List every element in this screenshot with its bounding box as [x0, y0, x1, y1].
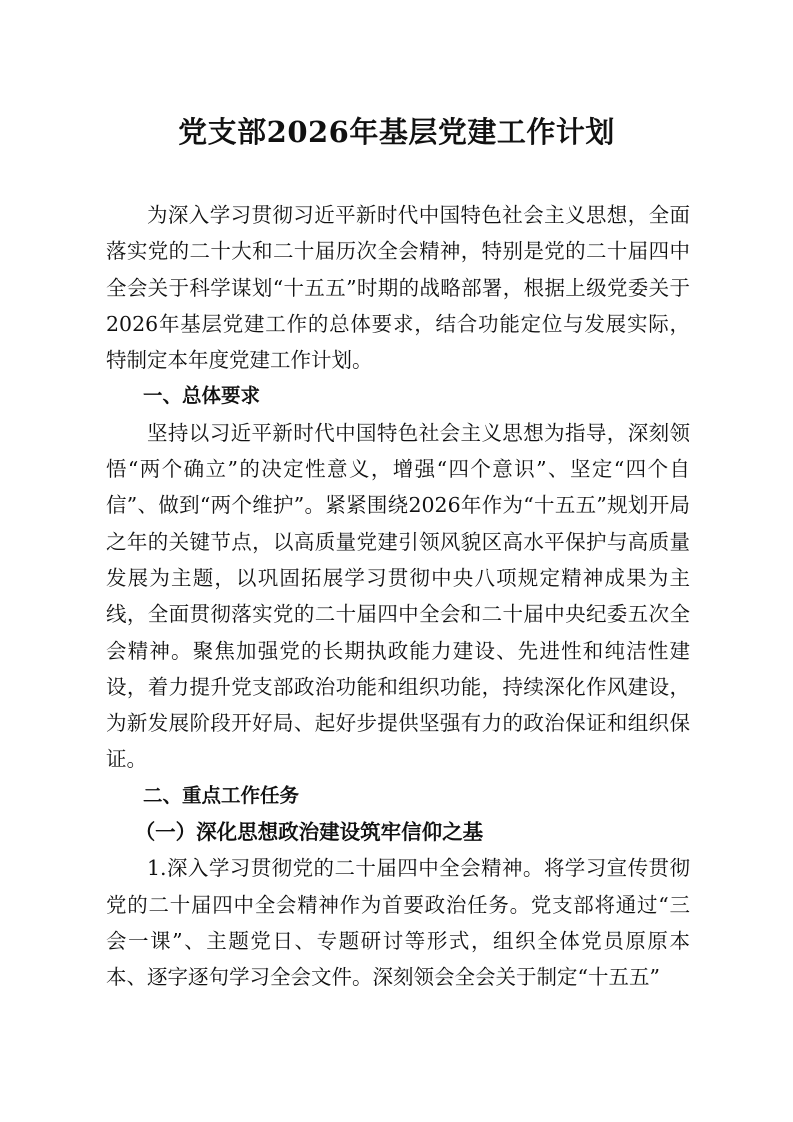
intro-paragraph: 为深入学习贯彻习近平新时代中国特色社会主义思想，全面落实党的二十大和二十届历次全会精神，特别是党的二十届四中全会关于科学谋划“十五五”时期的战略部署，根据上级党委关于2026年基层党建工作的总体要求，结合功能定位与发展实际，特制定本年度党建工作计划。 [106, 203, 690, 373]
subsection-heading-ideological: （一）深化思想政治建设筑牢信仰之基 [134, 820, 484, 845]
document-title: 党支部2026年基层党建工作计划 [178, 115, 615, 149]
item-1-paragraph: 1.深入学习贯彻党的二十届四中全会精神。将学习宣传贯彻党的二十届四中全会精神作为首要政治任务。党支部将通过“三会一课”、主题党日、专题研讨等形式，组织全体党员原原本本、逐字逐句学习全会文件。深刻领会全会关于制定“十五五” [106, 856, 690, 990]
document-body [106, 197, 690, 996]
section-heading-general-requirements: 一、总体要求 [143, 384, 261, 408]
section-heading-key-tasks: 二、重点工作任务 [143, 783, 300, 807]
general-requirements-paragraph: 坚持以习近平新时代中国特色社会主义思想为指导，深刻领悟“两个确立”的决定性意义，增强“四个意识”、坚定“四个自信”、做到“两个维护”。紧紧围绕2026年作为“十五五”规划开局之年的关键节点，以高质量党建引领风貌区高水平保护与高质量发展为主题，以巩固拓展学习贯彻中央八项规定精神成果为主线，全面贯彻落实党的二十届四中全会和二十届中央纪委五次全会精神。聚焦加强党的长期执政能力建设、先进性和纯洁性建设，着力提升党支部政治功能和组织功能，持续深化作风建设，为新发展阶段开好局、起好步提供坚强有力的政治保证和组织保证。 [106, 420, 690, 772]
